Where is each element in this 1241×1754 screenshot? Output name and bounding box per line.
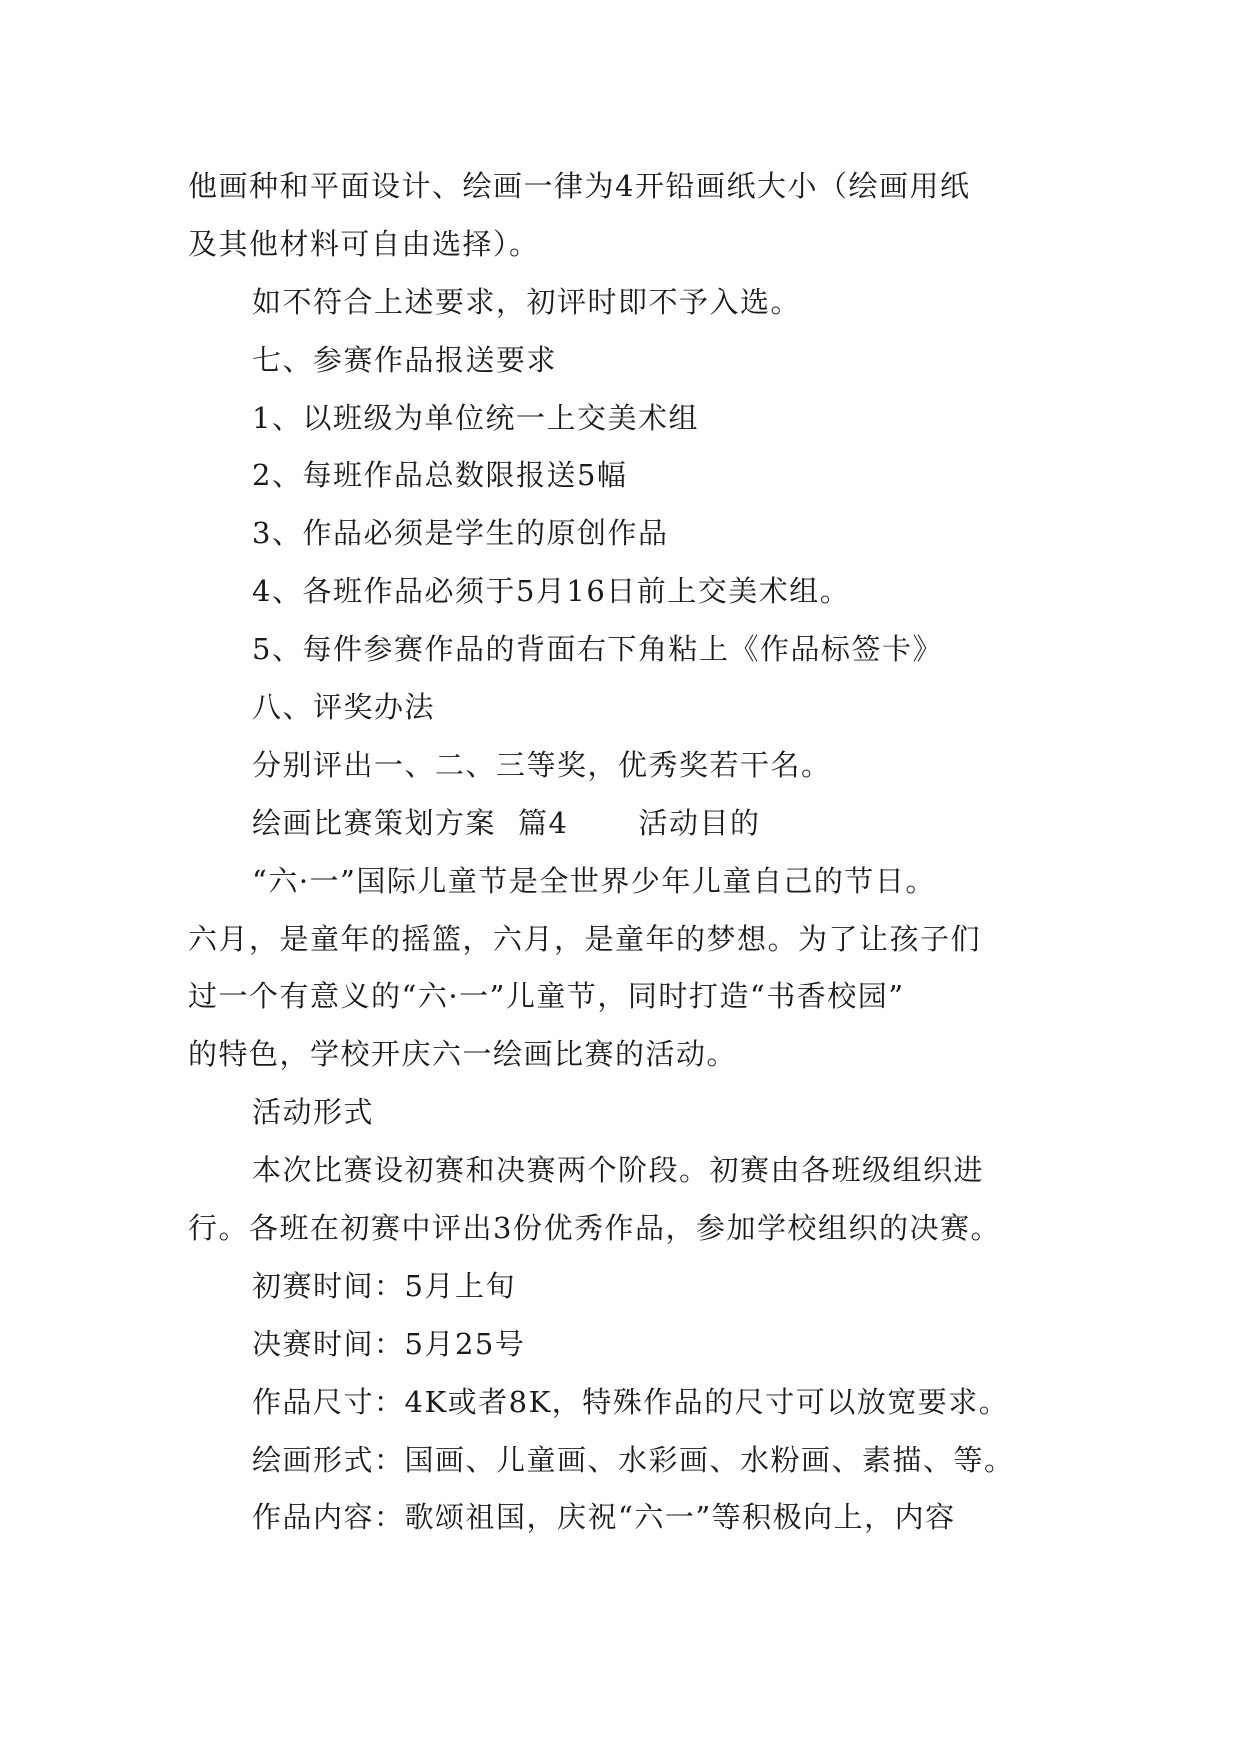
section-heading: 活动形式 [252,1095,375,1130]
document-title: 绘画比赛策划方案 [252,805,497,840]
paragraph-line: 过一个有意义的“六·一”儿童节，同时打造“书香校园” [188,979,905,1014]
list-item: 2、每班作品总数限报送5幅 [252,458,628,493]
section-heading: 七、参赛作品报送要求 [252,342,558,377]
list-item: 3、作品必须是学生的原创作品 [252,516,669,551]
paragraph-line: 初赛时间：5月上旬 [252,1268,516,1303]
paragraph-line: 如不符合上述要求，初评时即不予入选。 [252,284,802,319]
paragraph-line: 及其他材料可自由选择）。 [188,226,540,261]
document-title-line [188,795,1058,853]
paragraph-line: 本次比赛设初赛和决赛两个阶段。初赛由各班级组织进 [252,1153,985,1188]
paragraph-line: 的特色，学校开庆六一绘画比赛的活动。 [188,1037,738,1072]
list-item: 4、各班作品必须于5月16日前上交美术组。 [252,574,851,609]
paragraph-line: 分别评出一、二、三等奖，优秀奖若干名。 [252,747,832,782]
document-body [188,158,1058,1547]
paragraph-line: 决赛时间：5月25号 [252,1326,526,1361]
paragraph-line: 行。各班在初赛中评出3份优秀作品，参加学校组织的决赛。 [188,1211,1001,1246]
list-item: 5、每件参赛作品的背面右下角粘上《作品标签卡》 [252,632,943,667]
section-subtitle: 活动目的 [638,805,761,840]
paragraph-line: 六月，是童年的摇篮，六月，是童年的梦想。为了让孩子们 [188,921,982,956]
section-number: 篇4 [518,805,569,840]
paragraph-line: “六·一”国际儿童节是全世界少年儿童自己的节日。 [252,863,936,898]
section-heading: 八、评奖办法 [252,690,436,725]
paragraph-line: 作品内容：歌颂祖国，庆祝“六一”等积极向上，内容 [252,1500,956,1535]
paragraph-line: 绘画形式：国画、儿童画、水彩画、水粉画、素描、等。 [252,1442,1015,1477]
paragraph-line: 他画种和平面设计、绘画一律为4开铅画纸大小（绘画用纸 [188,169,971,203]
paragraph-line: 作品尺寸：4K或者8K，特殊作品的尺寸可以放宽要求。 [252,1384,1010,1419]
list-item: 1、以班级为单位统一上交美术组 [252,400,699,435]
